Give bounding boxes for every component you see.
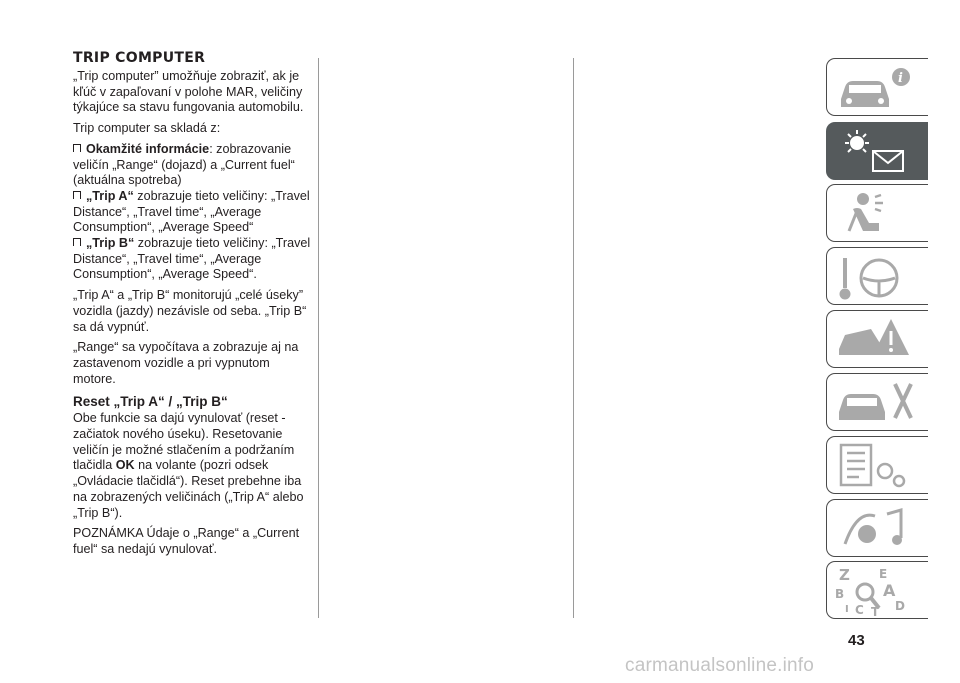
svg-text:i: i <box>898 71 903 86</box>
index-letter: T <box>871 605 880 616</box>
tab-safety[interactable] <box>826 184 928 242</box>
reset-paragraph <box>73 411 313 521</box>
bullet-text: zobrazuje tieto veličiny: „Travel Distance“, „Travel time“, „Average Consumption“, „Average Speed“. <box>73 236 311 282</box>
note-paragraph: POZNÁMKA Údaje o „Range“ a „Current fuel“ sa nedajú vynulovať. <box>73 526 300 556</box>
tab-technical-data[interactable] <box>826 436 928 494</box>
watermark: carmanualsonline.info <box>625 655 815 676</box>
bullet-instant-info <box>73 142 313 189</box>
page-number: 43 <box>848 632 865 649</box>
index-letter: B <box>835 587 845 601</box>
tab-warning-lights-messages[interactable] <box>826 122 928 180</box>
column-divider <box>573 58 574 618</box>
index-letter: I <box>845 604 849 615</box>
tab-maintenance[interactable] <box>826 373 928 431</box>
tab-car-info[interactable] <box>826 58 928 116</box>
index-letter: A <box>883 581 896 600</box>
tab-index[interactable] <box>826 561 928 619</box>
car-info-icon <box>835 63 921 113</box>
reset-text-2: na volante (pozri odsek „Ovládacie tlačidlá“). Reset prebehne iba na zobrazených veličinách („Trip A“ alebo „Trip B“). <box>73 458 304 520</box>
car-warning-triangle-icon <box>835 315 921 365</box>
section-title: TRIP COMPUTER <box>73 50 206 66</box>
reset-heading: Reset „Trip A“ / „Trip B“ <box>73 394 228 410</box>
bullet-marker-icon <box>73 238 81 246</box>
reset-text-1: Obe funkcie sa dajú vynulovať (reset - začiatok nového úseku). Resetovanie veličín je možné stlačením a podržaním tlačidla <box>73 411 295 473</box>
index-letter: D <box>895 599 905 613</box>
intro-paragraph: „Trip computer” umožňuje zobraziť, ak je kľúč v zapaľovaní v polohe MAR, veličiny týkajúce sa stavu fungovania automobilu. <box>73 69 304 115</box>
column-divider <box>318 58 319 618</box>
tab-starting-driving[interactable] <box>826 247 928 305</box>
ok-button-label: OK <box>115 458 135 473</box>
car-service-tools-icon <box>835 378 921 428</box>
range-paragraph: „Range“ sa vypočítava a zobrazuje aj na zastavenom vozidle a pri vypnutom motore. <box>73 340 299 386</box>
bullet-marker-icon <box>73 144 81 152</box>
bullet-marker-icon <box>73 191 81 199</box>
monitor-paragraph: „Trip A“ a „Trip B“ monitorujú „celé úseky” vozidla (jazdy) nezávisle od seba. „Trip B“ sa dá vypnúť. <box>73 288 307 334</box>
bullet-trip-a <box>73 189 313 236</box>
bullet-text: : zobrazovanie veličín „Range“ (dojazd) a „Current fuel“ (aktuálna spotreba) <box>73 141 295 188</box>
bullet-head: „Trip B“ <box>86 236 135 251</box>
bullet-head: Okamžité informácie <box>86 141 210 156</box>
index-letter: Z <box>839 566 850 584</box>
tab-multimedia[interactable] <box>826 499 928 557</box>
key-steering-wheel-icon <box>835 252 921 302</box>
seat-airbag-icon <box>835 189 921 239</box>
bullet-text: zobrazuje tieto veličiny: „Travel Distance“, „Travel time“, „Average Consumption“, „Average Speed“ <box>73 188 310 235</box>
multimedia-music-icon <box>835 504 921 554</box>
text-column <box>73 50 313 558</box>
consists-paragraph: Trip computer sa skladá z: <box>73 121 221 136</box>
index-letter: C <box>855 603 864 616</box>
index-letter: E <box>879 567 888 581</box>
index-letters-icon <box>835 566 921 616</box>
tab-emergency[interactable] <box>826 310 928 368</box>
specs-document-gears-icon <box>835 441 921 491</box>
bullet-trip-b <box>73 236 313 283</box>
warning-light-message-icon <box>835 127 921 177</box>
bullet-head: „Trip A“ <box>86 188 134 203</box>
